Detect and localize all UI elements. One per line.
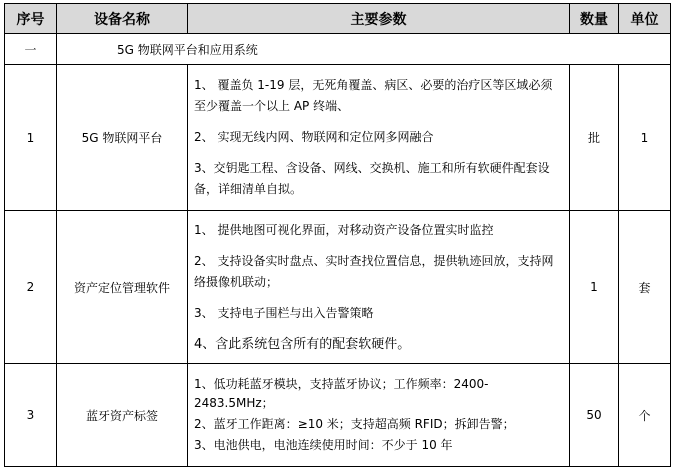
- param-line: 2、 实现无线内网、物联网和定位网多网融合: [194, 130, 434, 144]
- param-line: 3、电池供电，电池连续使用时间：不少于 10 年: [194, 438, 453, 452]
- header-params: 主要参数: [188, 4, 570, 34]
- param-line: 1、 覆盖负 1-19 层，无死角覆盖、病区、必要的治疗区等区域必须至少覆盖一个以上 AP 终端、: [194, 78, 553, 113]
- param-line: 1、低功耗蓝牙模块，支持蓝牙协议；工作频率：2400-2483.5MHz；: [194, 377, 489, 410]
- table-row: [5, 364, 671, 467]
- row-device-name: 5G 物联网平台: [57, 65, 188, 211]
- row-params: [188, 211, 570, 364]
- row-index: 2: [5, 211, 57, 364]
- row-unit: 套: [619, 211, 671, 364]
- equipment-table: [4, 3, 671, 467]
- row-unit: 个: [619, 364, 671, 467]
- row-device-name: 蓝牙资产标签: [57, 364, 188, 467]
- row-qty: 1: [570, 211, 619, 364]
- row-qty: 批: [570, 65, 619, 211]
- header-name: 设备名称: [57, 4, 188, 34]
- param-line: 4、含此系统包含所有的配套软硬件。: [194, 336, 411, 352]
- header-qty: 数量: [570, 4, 619, 34]
- row-device-name: 资产定位管理软件: [57, 211, 188, 364]
- section-title: 5G 物联网平台和应用系统: [57, 34, 671, 65]
- row-unit: 1: [619, 65, 671, 211]
- row-params: [188, 65, 570, 211]
- param-line: 2、蓝牙工作距离：≥10 米；支持超高频 RFID；拆卸告警；: [194, 417, 515, 431]
- header-index: 序号: [5, 4, 57, 34]
- header-row: [5, 4, 671, 34]
- row-index: 3: [5, 364, 57, 467]
- row-qty: 50: [570, 364, 619, 467]
- section-row: [5, 34, 671, 65]
- param-line: 3、 支持电子围栏与出入告警策略: [194, 305, 374, 320]
- param-line: 1、 提供地图可视化界面，对移动资产设备位置实时监控: [194, 222, 494, 237]
- table-row: [5, 211, 671, 364]
- section-index: 一: [5, 34, 57, 65]
- row-params: [188, 364, 570, 467]
- header-unit: 单位: [619, 4, 671, 34]
- table-row: [5, 65, 671, 211]
- row-index: 1: [5, 65, 57, 211]
- param-line: 3、交钥匙工程、含设备、网线、交换机、施工和所有软硬件配套设备，详细清单自拟。: [194, 161, 550, 196]
- param-line: 2、 支持设备实时盘点、实时查找位置信息，提供轨迹回放，支持网络摄像机联动；: [194, 253, 554, 289]
